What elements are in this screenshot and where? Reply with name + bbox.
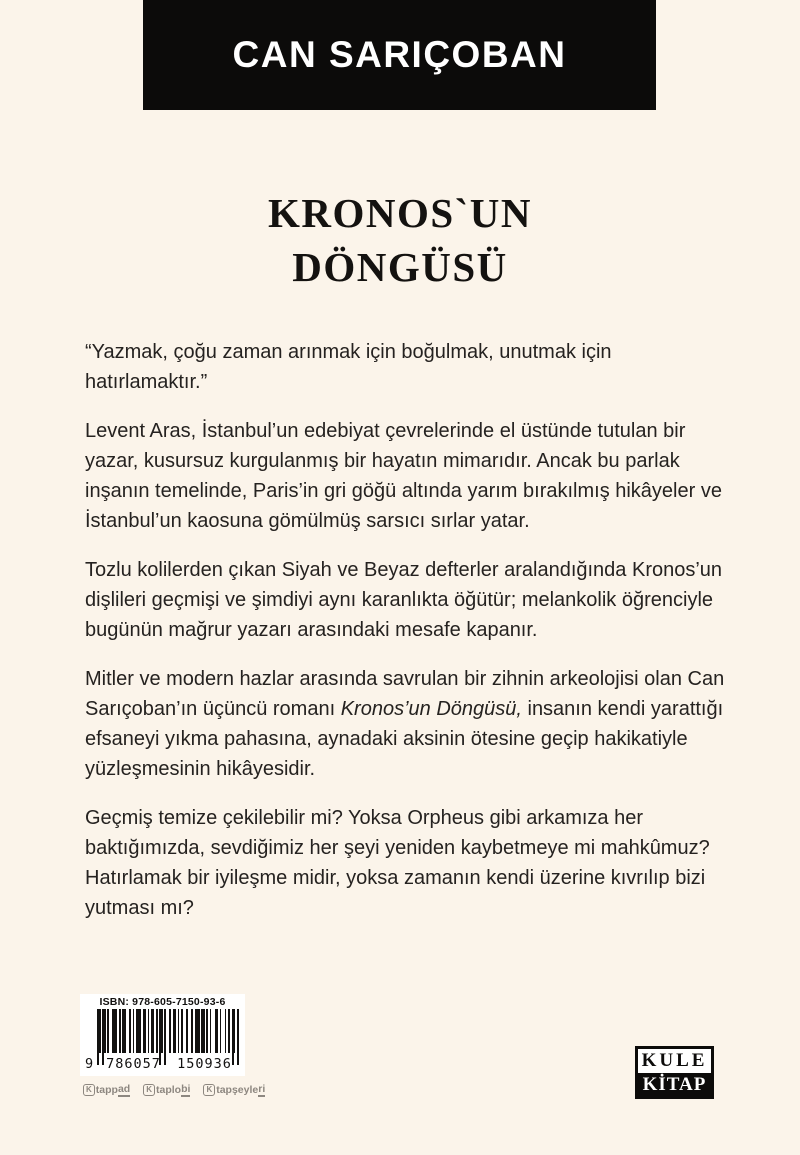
kitapseyleri-label: tapşeyle [216,1084,259,1096]
kitappad-label-tail: ad [117,1083,131,1095]
author-name: CAN SARIÇOBAN [232,34,567,75]
synopsis-paragraph-3 [85,664,731,784]
publisher-logo-bottom: KİTAP [638,1073,711,1097]
kitappad-k-icon: K [83,1084,95,1096]
barcode-block [80,994,245,1076]
synopsis-paragraph-3-pre: Mitler ve modern hazlar arasında savrulan bir zihnin arkeolojisi olan Can Sarıçoban’ın üçüncü romanı [85,668,725,720]
barcode-digits [85,1055,240,1072]
kitaplobi-label: taplo [156,1084,182,1096]
synopsis-paragraph-3-post: insanın kendi yarattığı efsaneyi yıkma pahasına, aynadaki aksinin ötesine geçip hakikatiyle yüzleşmesinin hikâyesidir. [85,698,724,780]
publisher-logo-top: KULE [641,1050,708,1071]
book-title-line2: DÖNGÜSÜ [292,244,508,290]
synopsis-quote: “Yazmak, çoğu zaman arınmak için boğulmak, unutmak için hatırlamaktır.” [85,341,612,393]
synopsis [85,337,731,942]
publisher-logo-kule-kitap [635,1046,714,1099]
barcode-area [85,1009,240,1072]
kitapseyleri-k-icon: K [203,1084,215,1096]
retailer-logo-kitapseyleri [203,1083,265,1097]
kitaplobi-k-icon: K [143,1084,155,1096]
book-title-italic-mention: Kronos’un Döngüsü, [340,698,522,720]
book-title [0,186,800,294]
synopsis-paragraph-2: Tozlu kolilerden çıkan Siyah ve Beyaz defterler aralandığında Kronos’un dişlileri geçmişi ve şimdiyi aynı karanlıkta öğütür; melankolik öğrenciyle bugünün mağrur yazarı arasındaki mesafe kapanır. [85,559,723,641]
synopsis-paragraph-1: Levent Aras, İstanbul’un edebiyat çevrelerinde el üstünde tutulan bir yazar, kusursuz kurgulanmış bir hayatın mimarıdır. Ancak bu parlak inşanın temelinde, Paris’in gri göğü altında yarım bırakılmış hikâyeler ve İstanbul’un kaosuna gömülmüş sarsıcı sırlar yatar. [85,420,722,532]
isbn-label: ISBN: 978-605-7150-93-6 [99,996,226,1008]
kitaplobi-label-tail: bi [181,1083,191,1095]
kitappad-label: tapp [95,1084,118,1096]
barcode-bars [99,1009,237,1053]
retailer-logos [83,1083,283,1097]
barcode-digit-group2: 150936 [177,1056,232,1072]
retailer-logo-kitappad [83,1083,130,1097]
barcode-digit-group1: 786057 [106,1056,161,1072]
author-banner [143,0,656,110]
barcode-digit-left: 9 [85,1056,94,1072]
kitapseyleri-label-tail: ri [258,1083,266,1095]
book-title-line1: KRONOS`UN [267,190,533,236]
synopsis-paragraph-4: Geçmiş temize çekilebilir mi? Yoksa Orpheus gibi arkamıza her baktığımızda, sevdiğimiz her şeyi yeniden kaybetmeye mi mahkûmuz? Hatırlamak bir iyileşme midir, yoksa zamanın kendi üzerine kıvrılıp bizi yutması mı? [85,807,710,919]
retailer-logo-kitaplobi [143,1083,190,1097]
